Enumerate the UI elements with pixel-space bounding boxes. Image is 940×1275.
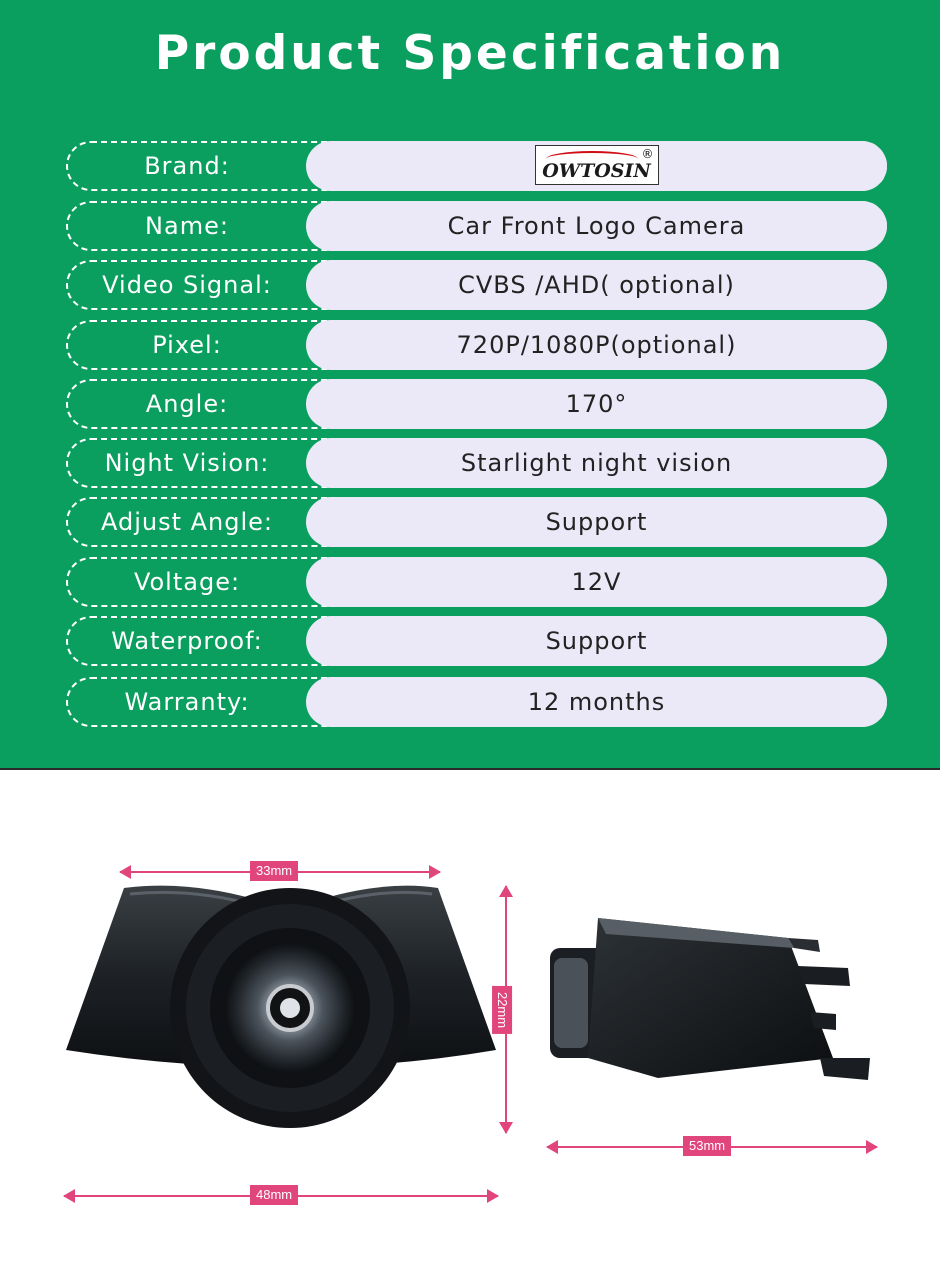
brand-logo	[535, 145, 659, 185]
registered-mark: ®	[641, 147, 655, 161]
dimension-label: 53mm	[683, 1136, 731, 1156]
spec-value: Support	[306, 616, 887, 666]
dimension-side-length	[547, 1138, 877, 1153]
spec-label: Adjust Angle:	[100, 508, 274, 536]
spec-value: CVBS /AHD( optional)	[306, 260, 887, 310]
dimension-label: 48mm	[250, 1185, 298, 1205]
spec-label: Warranty:	[124, 688, 250, 716]
spec-row-pixel	[66, 320, 887, 370]
spec-value: 720P/1080P(optional)	[306, 320, 887, 370]
dimension-height	[495, 886, 511, 1133]
dimension-label: 22mm	[492, 986, 512, 1034]
spec-value: Support	[306, 497, 887, 547]
spec-label: Night Vision:	[104, 449, 270, 477]
spec-row-voltage	[66, 557, 887, 607]
arrow-left-icon	[63, 1189, 75, 1203]
spec-value: Car Front Logo Camera	[306, 201, 887, 251]
arrow-down-icon	[499, 1122, 513, 1134]
camera-side-view-image	[548, 908, 878, 1088]
spec-row-waterproof	[66, 616, 887, 666]
spec-row-adjust-angle	[66, 497, 887, 547]
spec-row-name	[66, 201, 887, 251]
arrow-right-icon	[866, 1140, 878, 1154]
spec-row-brand	[66, 141, 887, 191]
spec-value: 12 months	[306, 677, 887, 727]
logo-text: OWTOSIN	[542, 160, 651, 182]
spec-value: 12V	[306, 557, 887, 607]
arrow-left-icon	[119, 865, 131, 879]
page-title: Product Specification	[154, 26, 786, 81]
spec-label: Brand:	[144, 152, 230, 180]
spec-label: Angle:	[145, 390, 229, 418]
spec-row-video-signal	[66, 260, 887, 310]
spec-label: Waterproof:	[111, 627, 263, 655]
dimension-bottom-width	[64, 1187, 498, 1202]
spec-label: Name:	[145, 212, 229, 240]
arrow-up-icon	[499, 885, 513, 897]
arrow-right-icon	[429, 865, 441, 879]
spec-label: Pixel:	[152, 331, 222, 359]
spec-row-angle	[66, 379, 887, 429]
spec-value-brand	[306, 141, 887, 191]
camera-front-view-image	[60, 880, 500, 1140]
spec-value: 170°	[306, 379, 887, 429]
spec-label: Video Signal:	[102, 271, 272, 299]
spec-label: Voltage:	[133, 568, 241, 596]
arrow-right-icon	[487, 1189, 499, 1203]
dimension-label: 33mm	[250, 861, 298, 881]
dimension-top-width	[120, 863, 440, 878]
arrow-left-icon	[546, 1140, 558, 1154]
spec-row-warranty	[66, 677, 887, 727]
spec-row-night-vision	[66, 438, 887, 488]
spec-value: Starlight night vision	[306, 438, 887, 488]
